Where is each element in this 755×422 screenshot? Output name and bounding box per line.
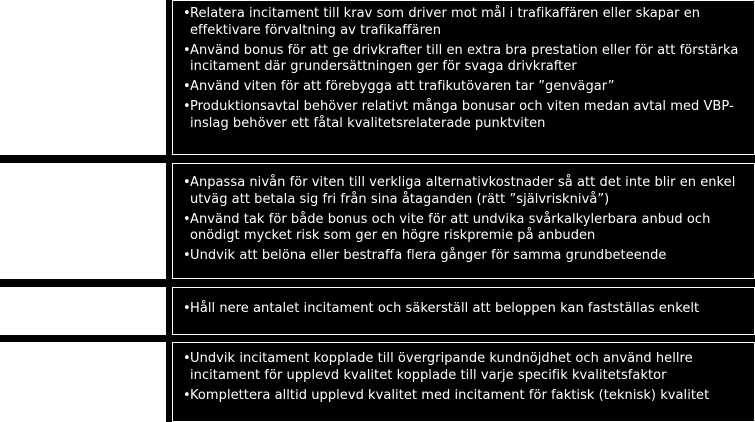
bullet-item: • Anpassa nivån för viten till verkliga alternativkostnader så att det inte blir en enkel utväg att betala sig fri från sina åtaganden (rätt ”självrisknivå”) (183, 175, 746, 208)
row-label-cell (0, 163, 169, 279)
bullet-item: • Undvik att belöna eller bestraffa flera gånger för samma grundbeteende (183, 248, 746, 265)
row-label-cell (0, 342, 169, 422)
bullet-item: • Använd bonus för att ge drivkrafter till en extra bra prestation eller för att förstärka incitament där grundersättningen ger för svaga drivkrafter (183, 43, 746, 76)
bullet-list (172, 342, 755, 422)
guideline-row-2 (0, 163, 755, 279)
guideline-row-4 (0, 342, 755, 422)
bullet-list (172, 287, 755, 335)
bullet-list (172, 0, 755, 155)
bullet-item: • Använd tak för både bonus och vite för att undvika svårkalkylerbara anbud och onödigt mycket risk som ger en högre riskpremie på anbuden (183, 212, 746, 245)
bullet-list (172, 163, 755, 279)
guideline-row-1 (0, 0, 755, 155)
row-label-cell (0, 0, 169, 155)
bullet-item: • Relatera incitament till krav som driver mot mål i trafikaffären eller skapar en effektivare förvaltning av trafikaffären (183, 6, 746, 39)
bullet-item: • Använd viten för att förebygga att trafikutövaren tar ”genvägar” (183, 79, 746, 96)
bullet-item: • Undvik incitament kopplade till övergripande kundnöjdhet och använd hellre incitament för upplevd kvalitet kopplade till varje specifik kvalitetsfaktor (183, 351, 746, 384)
bullet-item: • Produktionsavtal behöver relativt många bonusar och viten medan avtal med VBP-inslag behöver ett fåtal kvalitetsrelaterade punktviten (183, 99, 746, 132)
guideline-row-3 (0, 287, 755, 335)
bullet-item: • Håll nere antalet incitament och säkerställ att beloppen kan fastställas enkelt (183, 301, 746, 318)
row-label-cell (0, 287, 169, 335)
bullet-item: • Komplettera alltid upplevd kvalitet med incitament för faktisk (teknisk) kvalitet (183, 388, 746, 405)
